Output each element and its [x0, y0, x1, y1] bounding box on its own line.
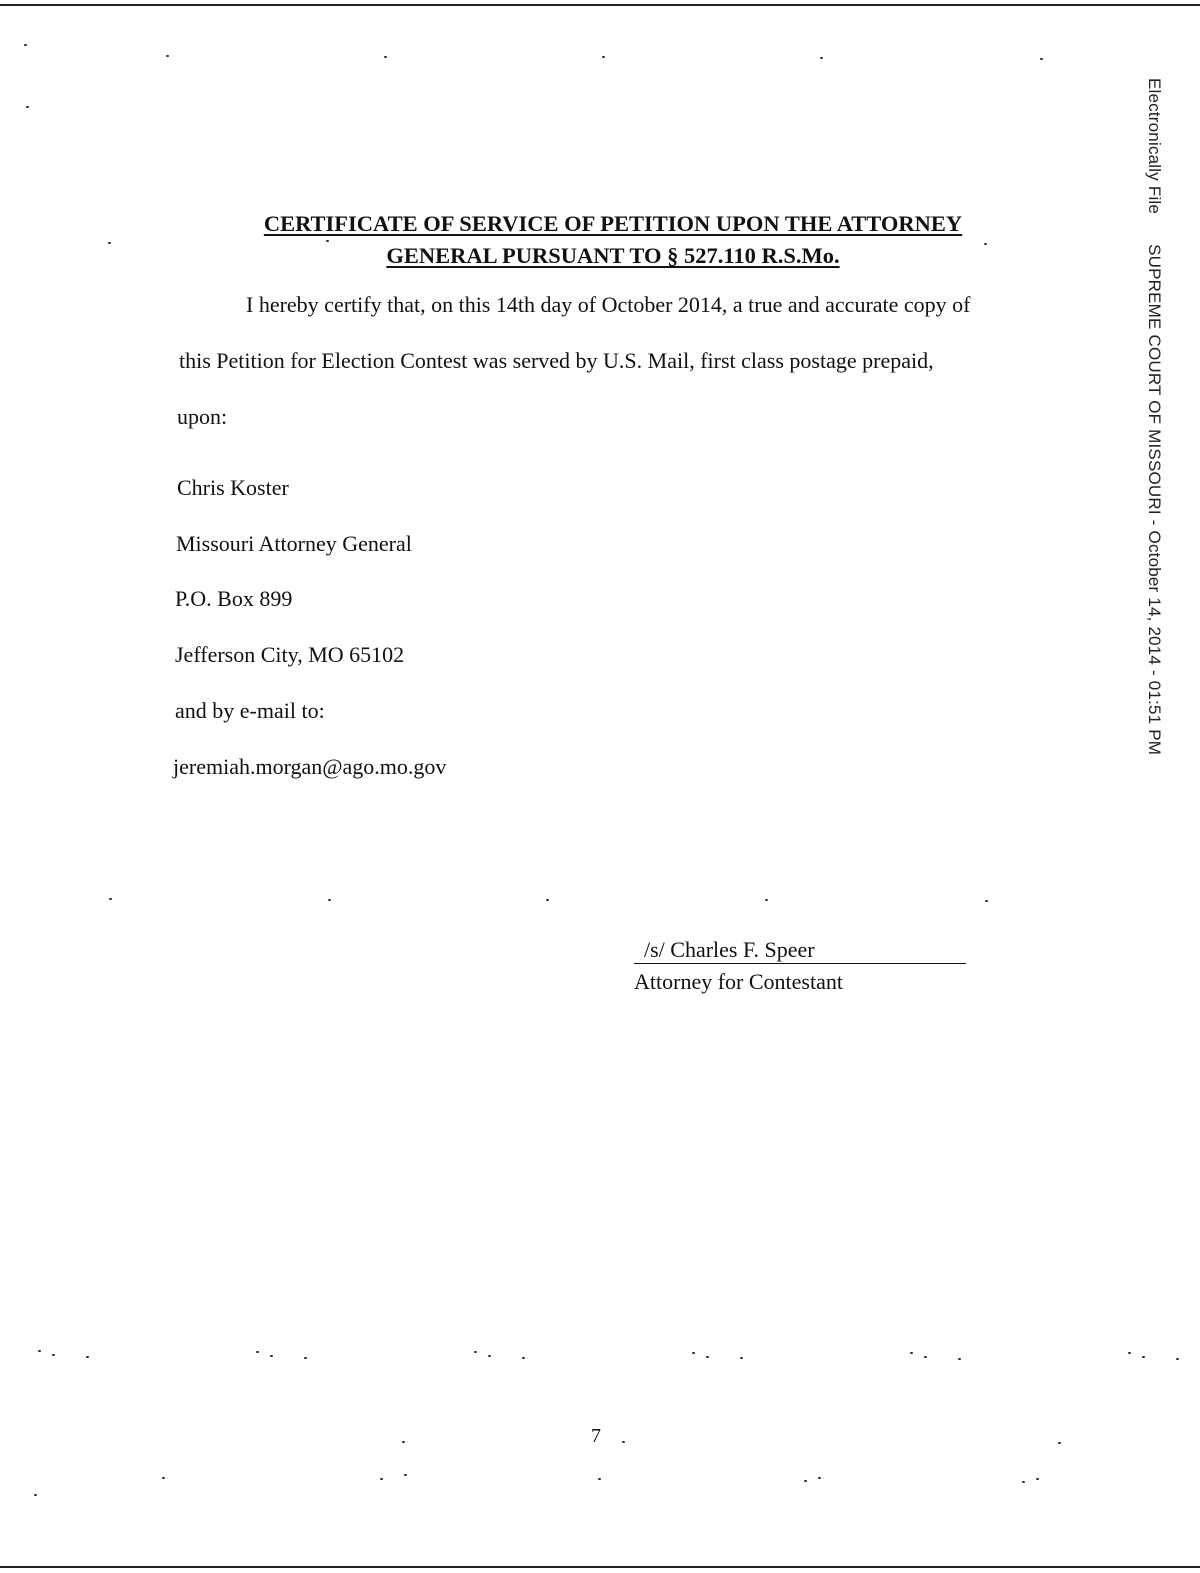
scan-speck	[34, 1494, 37, 1496]
email-intro: and by e-mail to:	[175, 698, 325, 723]
scan-speck	[488, 1355, 491, 1357]
bottom-scan-border	[0, 1566, 1200, 1568]
scan-speck	[1036, 1478, 1039, 1480]
electronic-filing-stamp	[1144, 78, 1164, 755]
scan-speck	[622, 1441, 625, 1443]
scan-speck	[304, 1357, 307, 1359]
scan-speck	[86, 1356, 89, 1358]
scan-speck	[602, 56, 605, 58]
top-scan-border	[0, 4, 1200, 6]
recipient-city-state-zip: Jefferson City, MO 65102	[175, 642, 405, 667]
scan-speck	[598, 1478, 601, 1480]
filing-stamp-part2: SUPREME COURT OF MISSOURI - October 14, 2014 - 01:51 PM	[1145, 244, 1164, 756]
scan-speck	[804, 1480, 807, 1482]
scan-speck	[166, 55, 169, 57]
scan-speck	[546, 899, 549, 901]
scan-speck	[706, 1356, 709, 1358]
scan-speck	[38, 1350, 41, 1352]
scan-speck	[402, 1441, 405, 1443]
scan-speck	[162, 1477, 165, 1479]
page-number: 7	[591, 1425, 601, 1447]
certificate-heading	[178, 208, 1048, 272]
scan-speck	[1022, 1481, 1025, 1483]
recipient-title: Missouri Attorney General	[176, 531, 412, 556]
scan-speck	[818, 1477, 821, 1479]
scan-speck	[109, 898, 112, 900]
signature-role: Attorney for Contestant	[634, 969, 843, 994]
scan-speck	[692, 1352, 695, 1354]
scan-speck	[404, 1474, 407, 1476]
scan-speck	[765, 899, 768, 901]
signature-line: /s/ Charles F. Speer	[634, 937, 966, 964]
scan-speck	[474, 1351, 477, 1353]
certification-text-line2: this Petition for Election Contest was served by U.S. Mail, first class postage prepaid,	[179, 348, 934, 373]
scan-speck	[522, 1357, 525, 1359]
scan-speck	[740, 1357, 743, 1359]
recipient-po-box: P.O. Box 899	[175, 586, 293, 611]
scan-speck	[384, 56, 387, 58]
recipient-email: jeremiah.morgan@ago.mo.gov	[173, 754, 447, 779]
scan-speck	[270, 1355, 273, 1357]
scan-speck	[1142, 1356, 1145, 1358]
scan-speck	[380, 1478, 383, 1480]
certificate-heading-line2: GENERAL PURSUANT TO § 527.110 R.S.Mo.	[386, 243, 840, 268]
scan-speck	[1040, 58, 1043, 60]
signature-block	[634, 934, 966, 998]
scan-speck	[108, 242, 111, 244]
scan-speck	[26, 106, 29, 108]
scan-speck	[24, 44, 27, 46]
scan-speck	[958, 1358, 961, 1360]
certification-text-line3: upon:	[177, 404, 228, 429]
recipient-name: Chris Koster	[177, 475, 289, 500]
scan-speck	[910, 1352, 913, 1354]
scan-speck	[985, 900, 988, 902]
scan-speck	[1128, 1352, 1131, 1354]
scan-speck	[52, 1354, 55, 1356]
certificate-heading-line1: CERTIFICATE OF SERVICE OF PETITION UPON THE ATTORNEY	[263, 211, 963, 236]
scan-speck	[328, 899, 331, 901]
scan-speck	[1176, 1358, 1179, 1360]
scan-speck	[820, 57, 823, 59]
scan-speck	[1058, 1442, 1061, 1444]
certification-text-line1: I hereby certify that, on this 14th day of October 2014, a true and accurate copy of	[246, 292, 971, 317]
filing-stamp-part1: Electronically File	[1145, 78, 1164, 215]
scan-speck	[256, 1351, 259, 1353]
scan-speck	[924, 1356, 927, 1358]
